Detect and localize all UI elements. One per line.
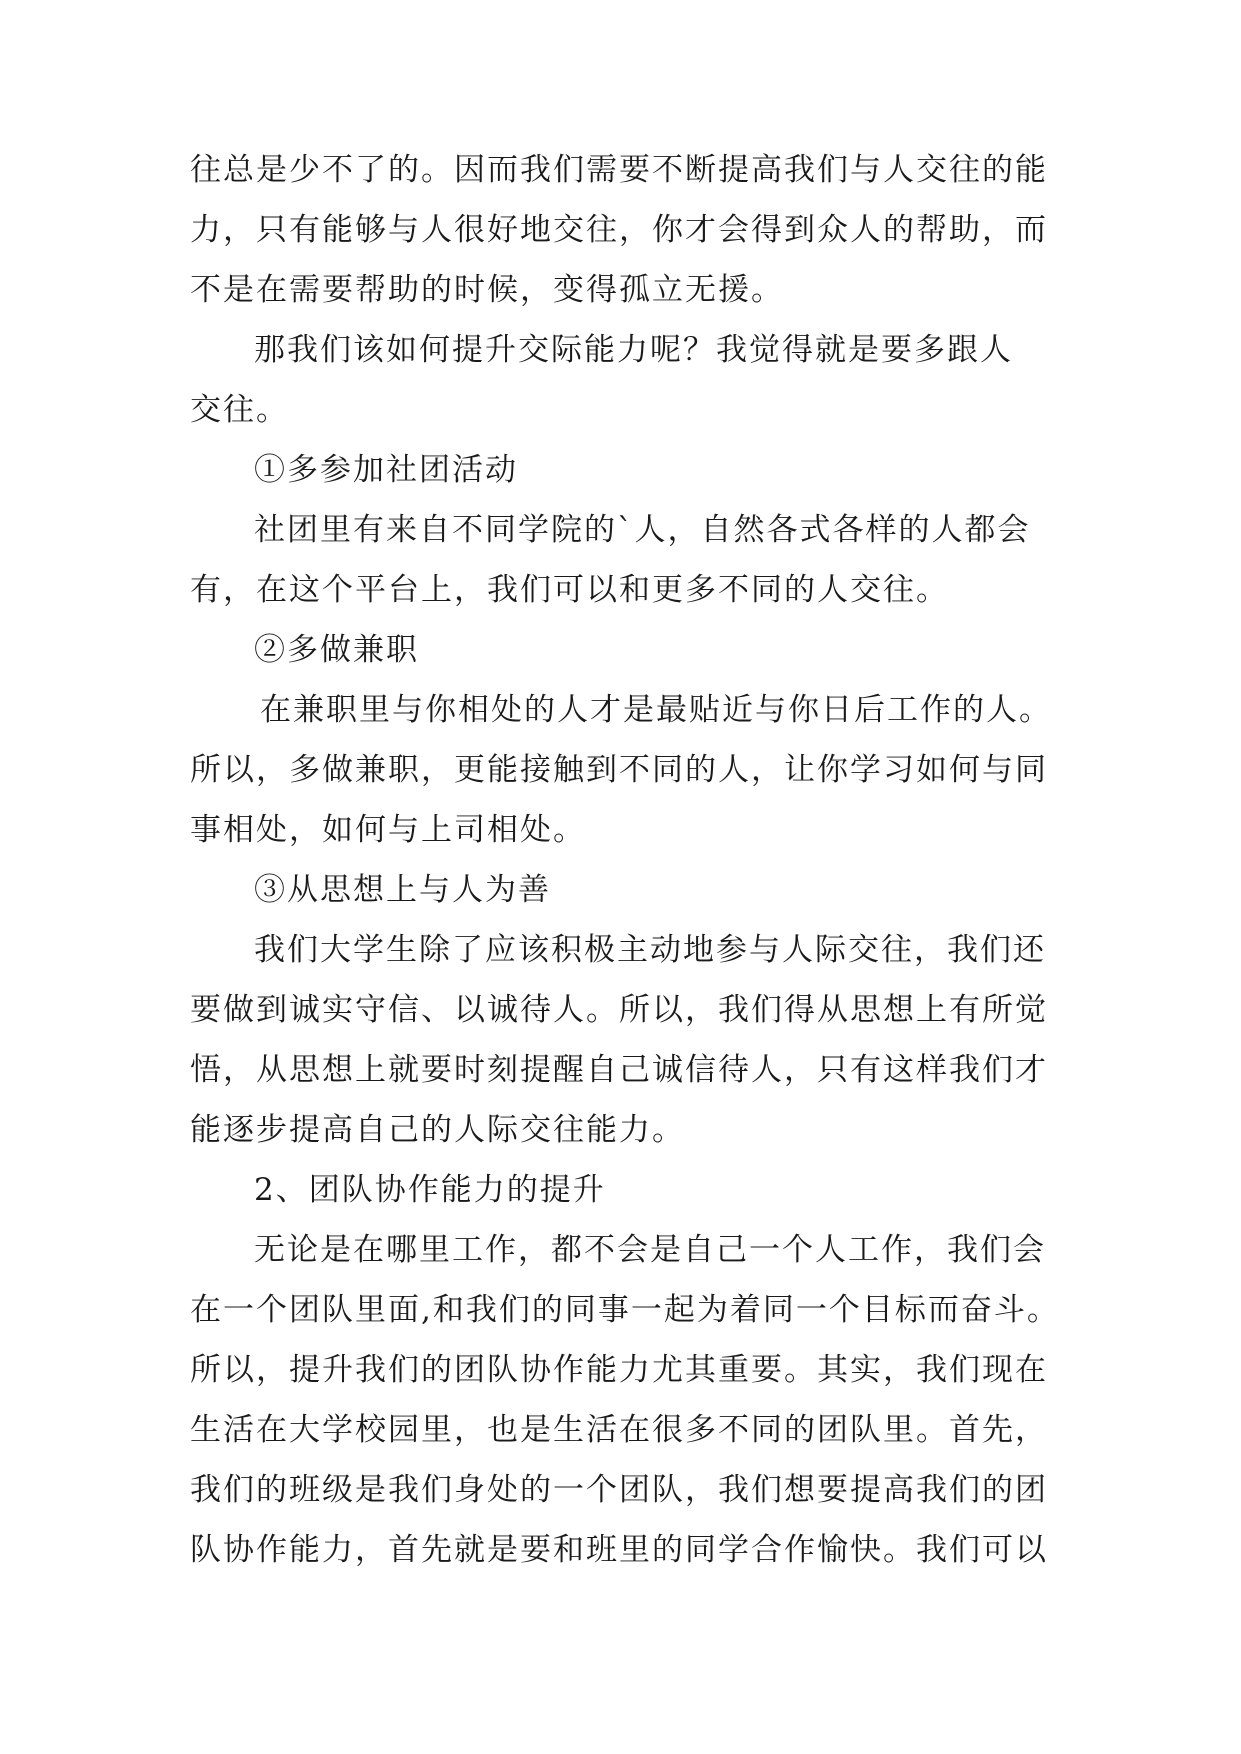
subheading-2: ②多做兼职: [254, 632, 419, 668]
text-line: 有，在这个平台上，我们可以和更多不同的人交往。: [190, 572, 949, 608]
paragraph-start-line: 那我们该如何提升交际能力呢？我觉得就是要多跟人: [254, 332, 1013, 368]
text-line: 能逐步提高自己的人际交往能力。: [190, 1112, 685, 1148]
text-line: 所以，多做兼职，更能接触到不同的人，让你学习如何与同: [190, 752, 1048, 788]
subheading-3: ③从思想上与人为善: [254, 872, 551, 908]
paragraph-start-line: 社团里有来自不同学院的`人，自然各式各样的人都会: [254, 512, 1031, 548]
paragraph-start-line: 我们大学生除了应该积极主动地参与人际交往，我们还: [254, 932, 1046, 968]
text-line: 悟，从思想上就要时刻提醒自己诚信待人，只有这样我们才: [190, 1052, 1048, 1088]
text-line: 所以，提升我们的团队协作能力尤其重要。其实，我们现在: [190, 1352, 1048, 1388]
section-heading: 2、团队协作能力的提升: [254, 1172, 606, 1208]
text-line: 在一个团队里面,和我们的同事一起为着同一个目标而奋斗。: [190, 1292, 1060, 1328]
paragraph-start-line: 无论是在哪里工作，都不会是自己一个人工作，我们会: [254, 1232, 1046, 1268]
text-line: 不是在需要帮助的时候，变得孤立无援。: [190, 272, 784, 308]
paragraph-start-line: 在兼职里与你相处的人才是最贴近与你日后工作的人。: [260, 692, 1052, 728]
text-line: 往总是少不了的。因而我们需要不断提高我们与人交往的能: [190, 152, 1048, 188]
text-line: 要做到诚实守信、以诚待人。所以，我们得从思想上有所觉: [190, 992, 1048, 1028]
text-line: 力，只有能够与人很好地交往，你才会得到众人的帮助，而: [190, 212, 1048, 248]
text-line: 队协作能力，首先就是要和班里的同学合作愉快。我们可以: [190, 1532, 1048, 1568]
text-line: 事相处，如何与上司相处。: [190, 812, 586, 848]
text-line: 我们的班级是我们身处的一个团队，我们想要提高我们的团: [190, 1472, 1048, 1508]
text-line: 交往。: [190, 392, 289, 428]
subheading-1: ①多参加社团活动: [254, 452, 518, 488]
document-page: [190, 140, 1060, 1580]
text-line: 生活在大学校园里，也是生活在很多不同的团队里。首先，: [190, 1412, 1048, 1448]
